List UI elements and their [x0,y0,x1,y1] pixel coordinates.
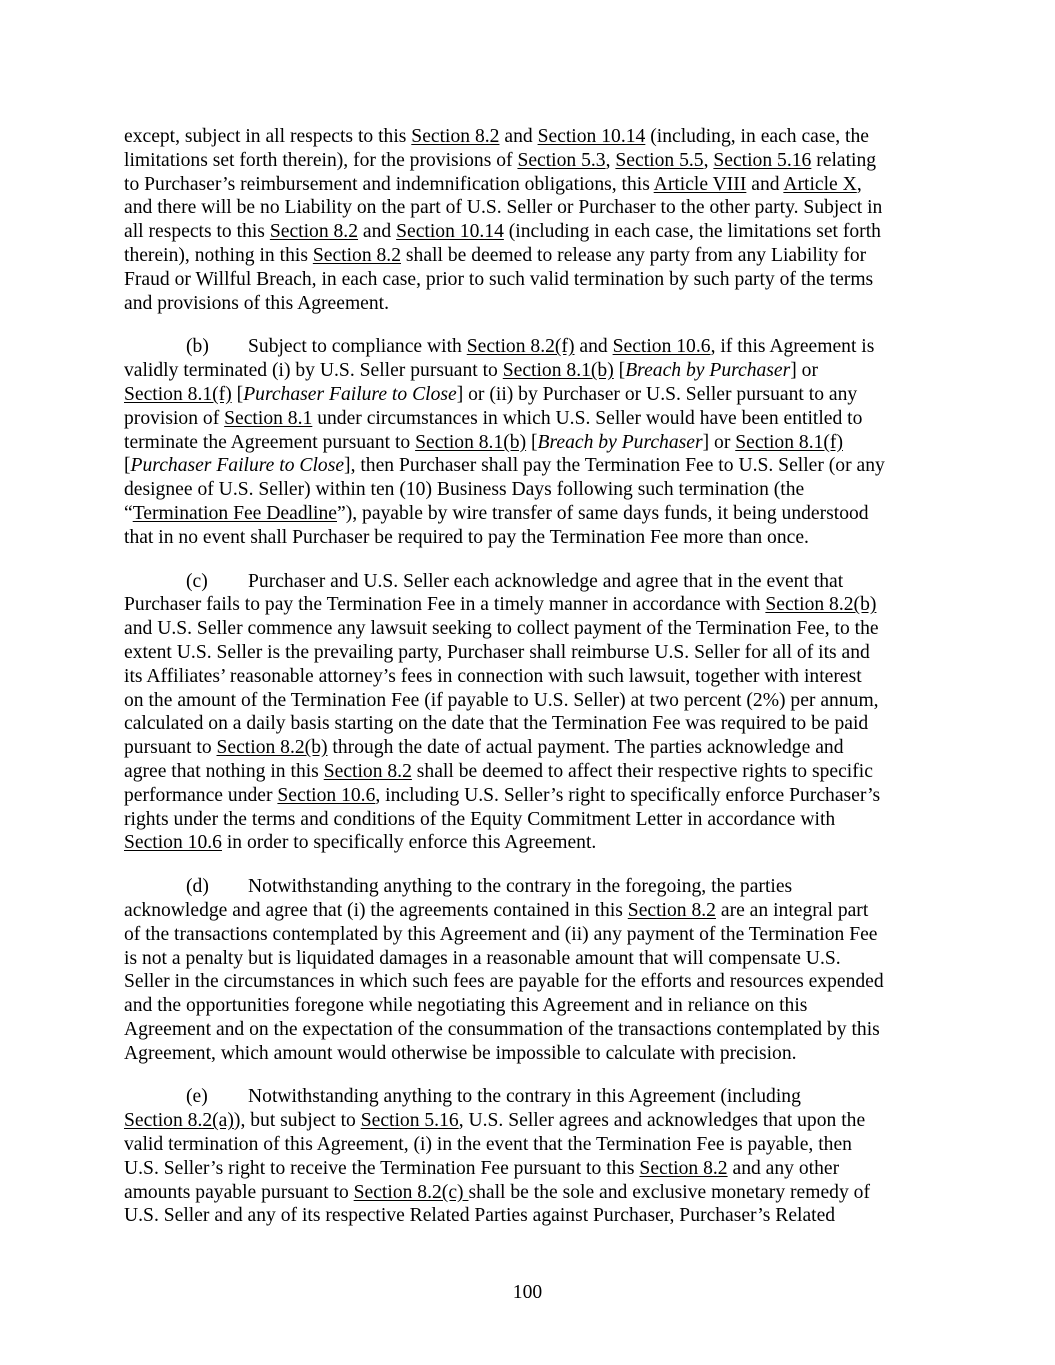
body-text: calculated on a daily basis starting on the date that the Termination Fee was required to be paid [124,713,869,735]
body-text: and [358,221,397,243]
body-text: shall be the sole and exclusive monetary remedy of [468,1181,870,1203]
body-text: , [703,149,714,171]
text-line [124,454,936,478]
body-text: Purchaser and U.S. Seller each acknowledge and agree that in the event that [248,570,844,592]
body-text: and provisions of this Agreement. [124,292,390,314]
text-line [124,1109,936,1133]
body-text: validly terminated (i) by U.S. Seller pursuant to [124,360,503,382]
body-text: Notwithstanding anything to the contrary in this Agreement (including [248,1086,801,1108]
text-line [124,1157,936,1181]
text-line [124,407,936,431]
body-text: designee of U.S. Seller) within ten (10) Business Days following such termination (the [124,479,805,501]
text-line [124,994,936,1018]
text-line [124,593,936,617]
section-reference: Section 10.14 [396,221,504,243]
body-text: performance under [124,784,278,806]
body-text: (including in each case, the limitations set forth [503,221,881,243]
section-reference: Section 5.16 [713,149,812,171]
section-reference: Section 5.16 [360,1110,459,1132]
body-text: terminate the Agreement pursuant to [124,431,416,453]
body-text: valid termination of this Agreement, (i) in the event that the Termination Fee is payable, then [124,1134,852,1156]
body-text: [ [231,383,244,405]
text-line [124,173,936,197]
body-text: , if this Agreement is [710,336,875,358]
section-reference: Section 8.2 [627,899,716,921]
text-line [124,712,936,736]
paragraph-label: (e) [186,1086,208,1108]
body-text: U.S. Seller’s right to receive the Termination Fee pursuant to this [124,1157,640,1179]
text-line [124,502,936,526]
section-reference: Section 10.6 [124,832,222,854]
section-reference: Section 5.5 [615,149,704,171]
section-reference: Section 10.6 [612,336,711,358]
body-text: of the transactions contemplated by this Agreement and (ii) any payment of the Termination Fee [124,923,878,945]
body-text: and U.S. Seller commence any lawsuit seeking to collect payment of the Termination Fee, to the [124,618,879,640]
body-text: through the date of actual payment. The parties acknowledge and [327,737,844,759]
italic-text: Breach by Purchaser [537,431,703,453]
section-reference: Section 8.2 [312,244,402,266]
text-line [124,808,936,832]
body-text: provision of [124,407,225,429]
text-line [124,970,936,994]
body-text: rights under the terms and conditions of the Equity Commitment Letter in accordance with [124,808,836,830]
body-text: and any other [727,1157,840,1179]
body-text: and there will be no Liability on the part of U.S. Seller or Purchaser to the other party. Subject in [124,197,883,219]
body-text: Agreement and on the expectation of the consummation of the transactions contemplated by this [124,1018,880,1040]
body-text: limitations set forth therein), for the provisions of [124,149,518,171]
body-text: ] or [702,431,736,453]
section-reference: Section 8.2 [411,126,500,147]
body-text: ], then Purchaser shall pay the Termination Fee to U.S. Seller (or any [344,455,885,477]
page-number: 100 [512,1282,543,1303]
section-reference: Section 8.1(b) [502,360,614,382]
body-text: Seller in the circumstances in which such fees are payable for the efforts and resources expended [124,971,884,993]
body-text: acknowledge and agree that (i) the agreements contained in this [124,899,628,921]
italic-text: Purchaser Failure to Close [130,455,345,477]
text-line [124,736,936,760]
body-text: , [605,149,616,171]
paragraph-continuation [124,125,936,315]
italic-text: Breach by Purchaser [625,360,791,382]
body-text: , [856,173,862,195]
text-line [124,665,936,689]
section-reference: Section 8.2(b) [765,594,877,616]
body-text: U.S. Seller and any of its respective Related Parties against Purchaser, Purchaser’s Related [124,1205,836,1227]
text-line [124,268,936,292]
body-text: under circumstances in which U.S. Seller would have been entitled to [312,407,863,429]
body-text: therein), nothing in this [124,244,313,266]
body-text: , including U.S. Seller’s right to specifically enforce Purchaser’s [375,784,881,806]
body-text: extent U.S. Seller is the prevailing party, Purchaser shall reimburse U.S. Seller for all of its and [124,641,870,663]
paragraph-label: (d) [186,876,209,898]
body-text: shall be deemed to affect their respective rights to specific [411,760,873,782]
body-text: Notwithstanding anything to the contrary in the foregoing, the parties [248,876,793,898]
section-reference: Article X [783,173,857,195]
section-reference: Section 8.2(a) [124,1110,234,1132]
body-text: ), but subject to [233,1110,361,1132]
section-reference: Section 8.2(b) [216,737,328,759]
body-text: to Purchaser’s reimbursement and indemnification obligations, this [124,173,654,195]
body-text: [ [124,455,131,477]
text-line [124,1204,936,1228]
body-text: its Affiliates’ reasonable attorney’s fees in connection with such lawsuit, together with interest [124,665,862,687]
paragraph-c [124,570,936,856]
body-text: [ [526,431,538,453]
text-line [124,875,936,899]
paragraph-label: (c) [186,570,208,592]
section-reference: Section 8.2 [323,760,412,782]
text-line [124,149,936,173]
text-line [124,1133,936,1157]
section-reference: Section 8.2 [639,1157,728,1179]
body-text: (including, in each case, the [645,126,869,147]
text-line [124,478,936,502]
text-line [124,359,936,383]
body-text: ”), payable by wire transfer of same days funds, it being understood [337,502,869,524]
text-line [124,292,936,316]
section-reference: Section 10.14 [537,126,646,147]
text-line [124,1018,936,1042]
paragraph-e [124,1085,936,1228]
text-line [124,641,936,665]
text-line [124,923,936,947]
body-text: are an integral part [715,899,869,921]
text-line [124,335,936,359]
section-reference: Section 8.1(f) [735,431,843,453]
body-text: [ [613,360,626,382]
text-line [124,689,936,713]
text-line [124,1085,936,1109]
section-reference: Section 8.2(c) [353,1181,469,1203]
body-text: and the opportunities foregone while negotiating this Agreement and in reliance on this [124,995,808,1017]
paragraph-b [124,335,936,549]
section-reference: Section 8.1 [224,407,313,429]
body-text: ] or (ii) by Purchaser or U.S. Seller pursuant to any [456,383,858,405]
paragraph-d [124,875,936,1065]
section-reference: Section 8.2(f) [466,336,575,358]
text-line [124,526,936,550]
text-line [124,431,936,455]
text-line [124,1042,936,1066]
text-line [124,125,936,149]
body-text: shall be deemed to release any party from any Liability for [401,244,867,266]
body-text: that in no event shall Purchaser be required to pay the Termination Fee more than once. [124,526,809,548]
body-text: and [746,173,784,195]
text-line [124,784,936,808]
body-text: pursuant to [124,737,217,759]
body-text: Agreement, which amount would otherwise be impossible to calculate with precision. [124,1042,797,1064]
text-line [124,244,936,268]
italic-text: Purchaser Failure to Close [243,383,457,405]
body-text: on the amount of the Termination Fee (if payable to U.S. Seller) at two percent (2%) per annum, [124,689,879,711]
body-text: agree that nothing in this [124,760,324,782]
section-reference: Section 8.2 [269,221,359,243]
body-text: is not a penalty but is liquidated damages in a reasonable amount that will compensate U.S. [124,947,841,969]
text-line [124,831,936,855]
paragraph-label: (b) [186,336,209,358]
body-text: relating [811,149,877,171]
body-text: in order to specifically enforce this Agreement. [221,832,597,854]
text-line [124,196,936,220]
text-line [124,760,936,784]
section-reference: Termination Fee Deadline [132,502,337,524]
text-line [124,383,936,407]
text-line [124,899,936,923]
section-reference: Section 8.1(b) [415,431,527,453]
document-page [124,125,936,1248]
body-text: all respects to this [124,221,270,243]
section-reference: Article VIII [653,173,747,195]
text-line [124,220,936,244]
text-line [124,617,936,641]
body-text: , U.S. Seller agrees and acknowledges that upon the [458,1110,866,1132]
body-text: and [499,126,538,147]
body-text: Fraud or Willful Breach, in each case, prior to such valid termination by such party of the terms [124,268,874,290]
text-line [124,1181,936,1205]
text-line [124,570,936,594]
body-text: Purchaser fails to pay the Termination Fee in a timely manner in accordance with [124,594,766,616]
section-reference: Section 8.1(f) [124,383,232,405]
body-text: ] or [790,360,818,382]
section-reference: Section 10.6 [277,784,376,806]
section-reference: Section 5.3 [517,149,606,171]
body-text: Subject to compliance with [248,336,467,358]
body-text: except, subject in all respects to this [124,126,412,147]
body-text: “ [124,502,133,524]
body-text: amounts payable pursuant to [124,1181,354,1203]
text-line [124,947,936,971]
body-text: and [574,336,613,358]
